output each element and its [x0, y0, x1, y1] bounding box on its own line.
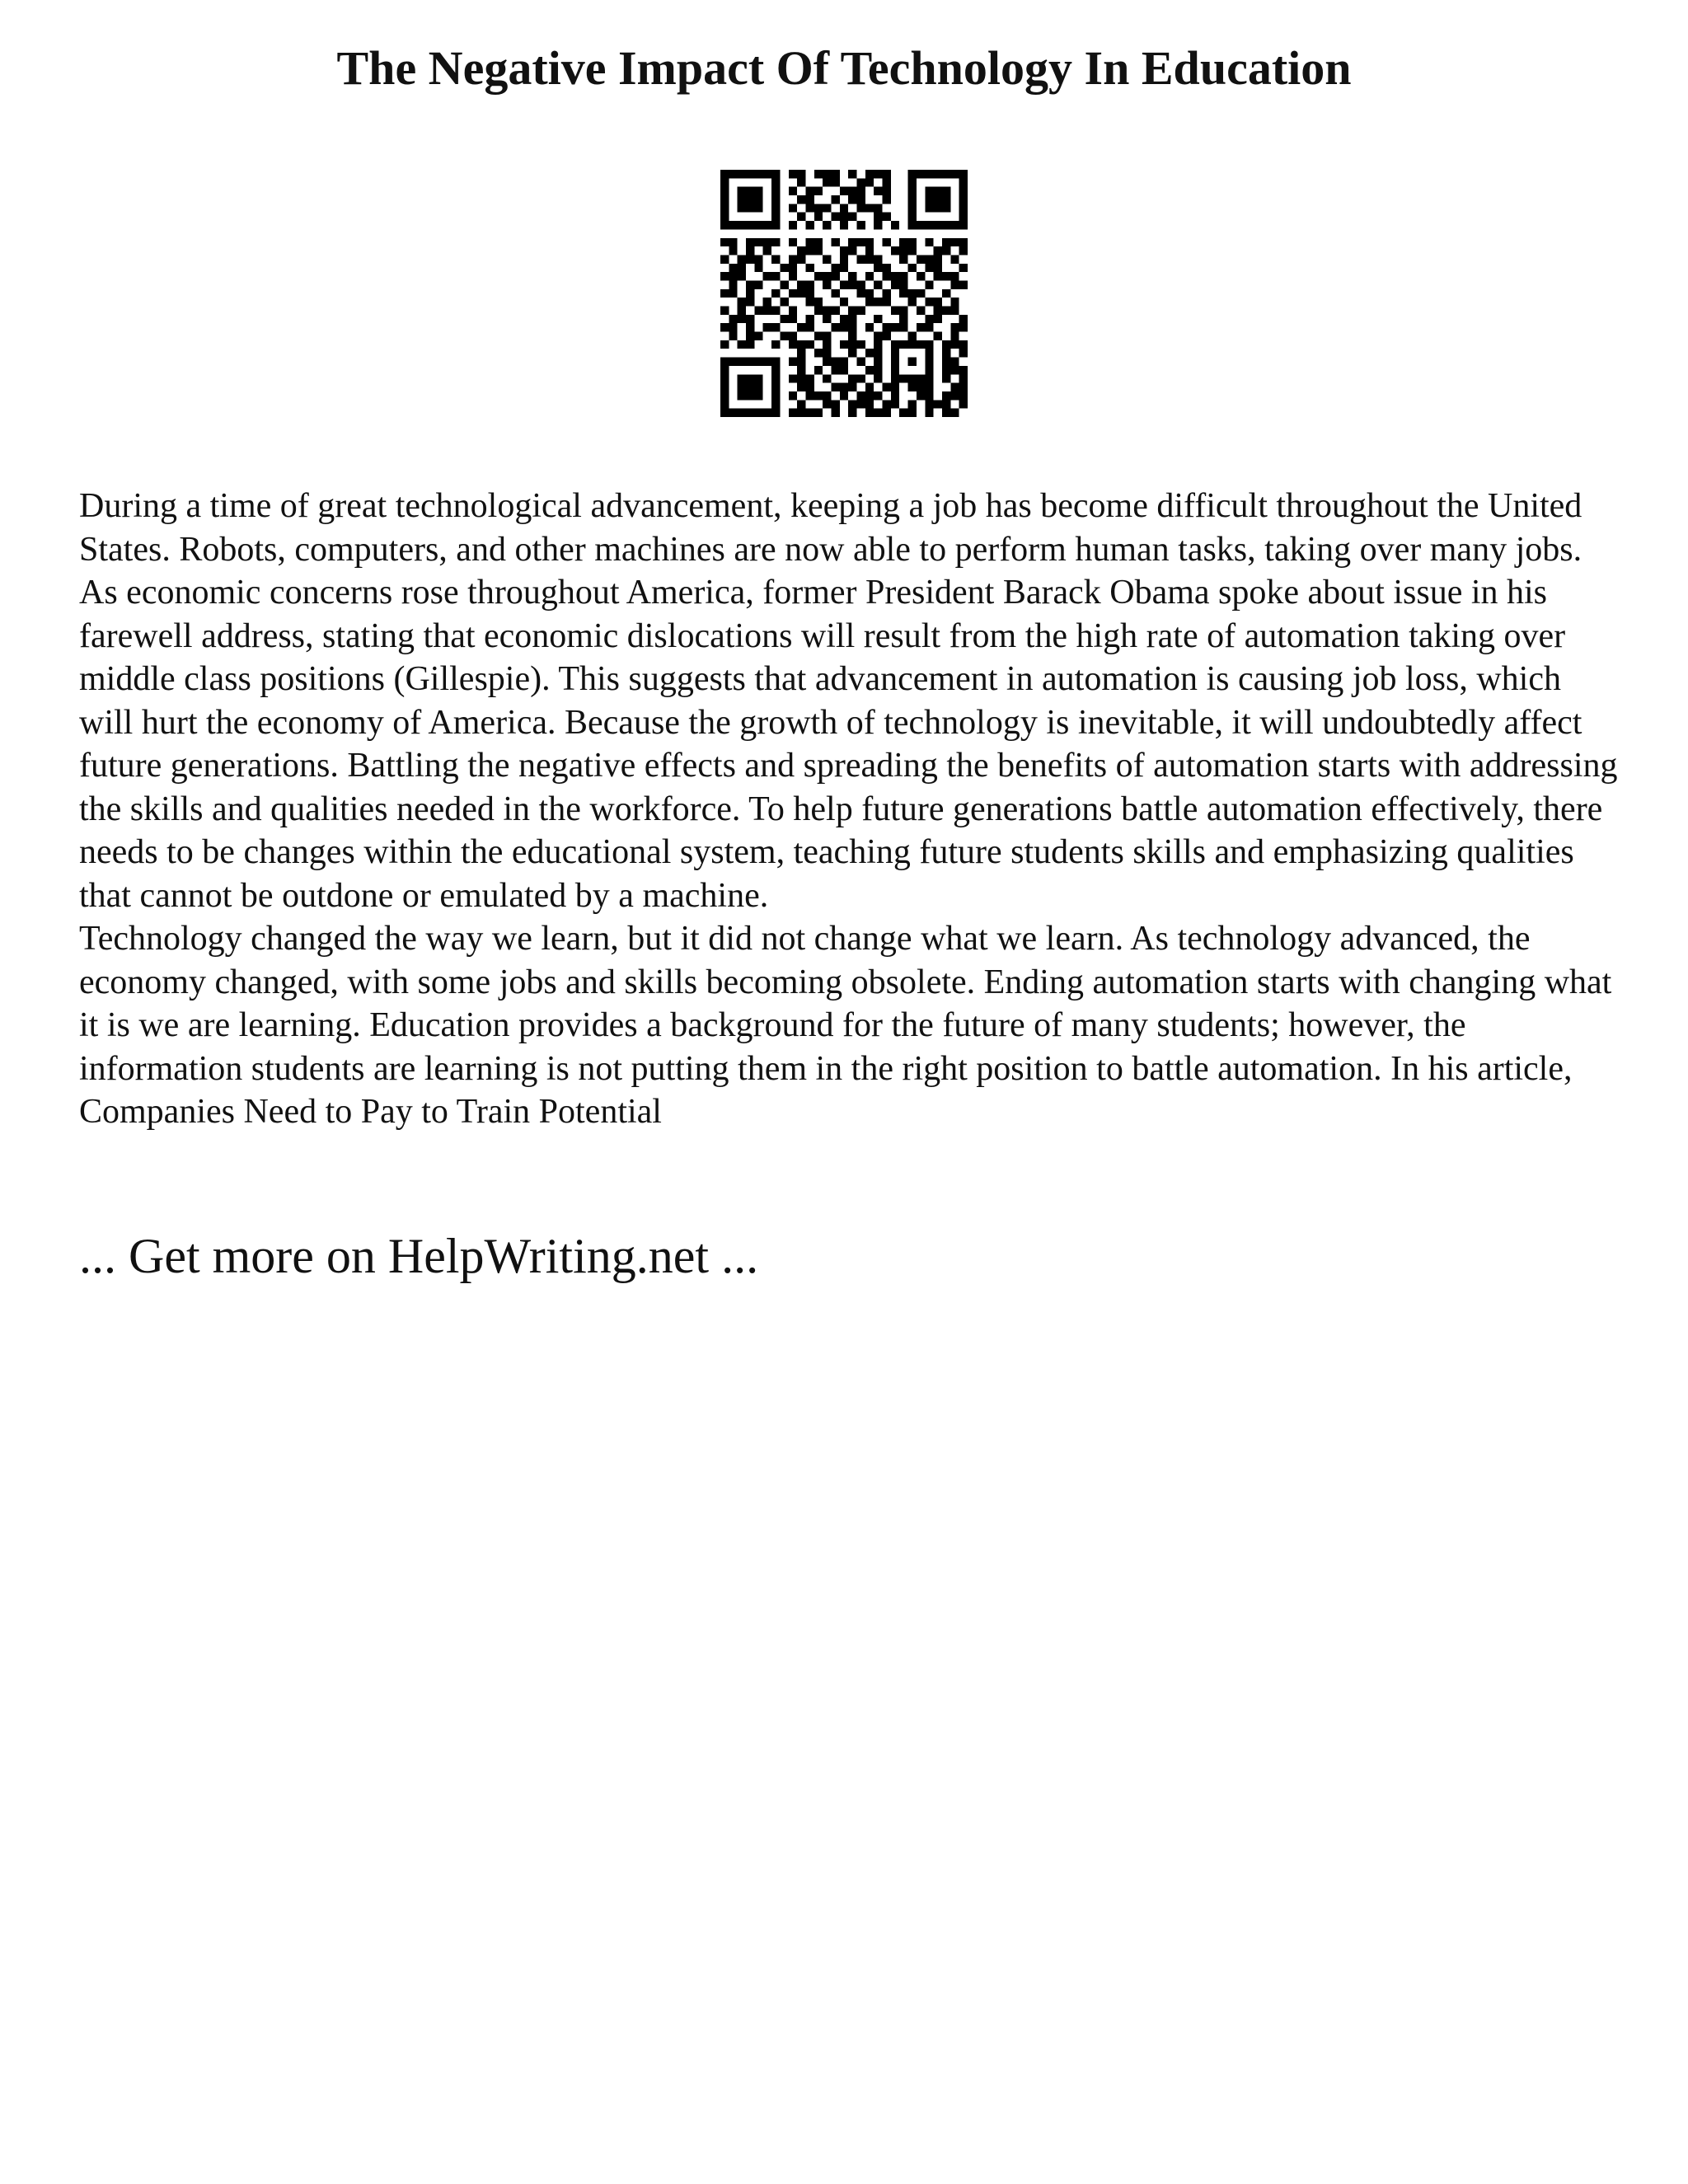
qr-code-graphic [720, 170, 968, 417]
body-paragraph-1: During a time of great technological advancement, keeping a job has become difficult throughout the United States. Robots, computers, and other machines are now able to perform human tasks, taking over many jobs. As economic concerns rose throughout America, former President Barack Obama spoke about issue in his farewell address, stating that economic dislocations will result from the high rate of automation taking over middle class positions (Gillespie). This suggests that advancement in automation is causing job loss, which will hurt the economy of America. Because the growth of technology is inevitable, it will undoubtedly affect future generations. Battling the negative effects and spreading the benefits of automation starts with addressing the skills and qualities needed in the workforce. To help future generations battle automation effectively, there needs to be changes within the educational system, teaching future students skills and emphasizing qualities that cannot be outdone or emulated by a machine. [79, 487, 1618, 915]
document-title: The Negative Impact Of Technology In Education [336, 41, 1352, 95]
body-paragraph-2: Technology changed the way we learn, but it did not change what we learn. As technology advanced, the economy changed, with some jobs and skills becoming obsolete. Ending automation starts with changing what it is we are learning. Education provides a background for the future of many students; however, the information students are learning is not putting them in the right position to battle automation. In his article, Companies Need to Pay to Train Potential [79, 920, 1612, 1131]
get-more-link[interactable]: ... Get more on HelpWriting.net ... [79, 1229, 759, 1283]
qr-code-icon [720, 170, 968, 417]
document-body [79, 485, 1620, 1134]
